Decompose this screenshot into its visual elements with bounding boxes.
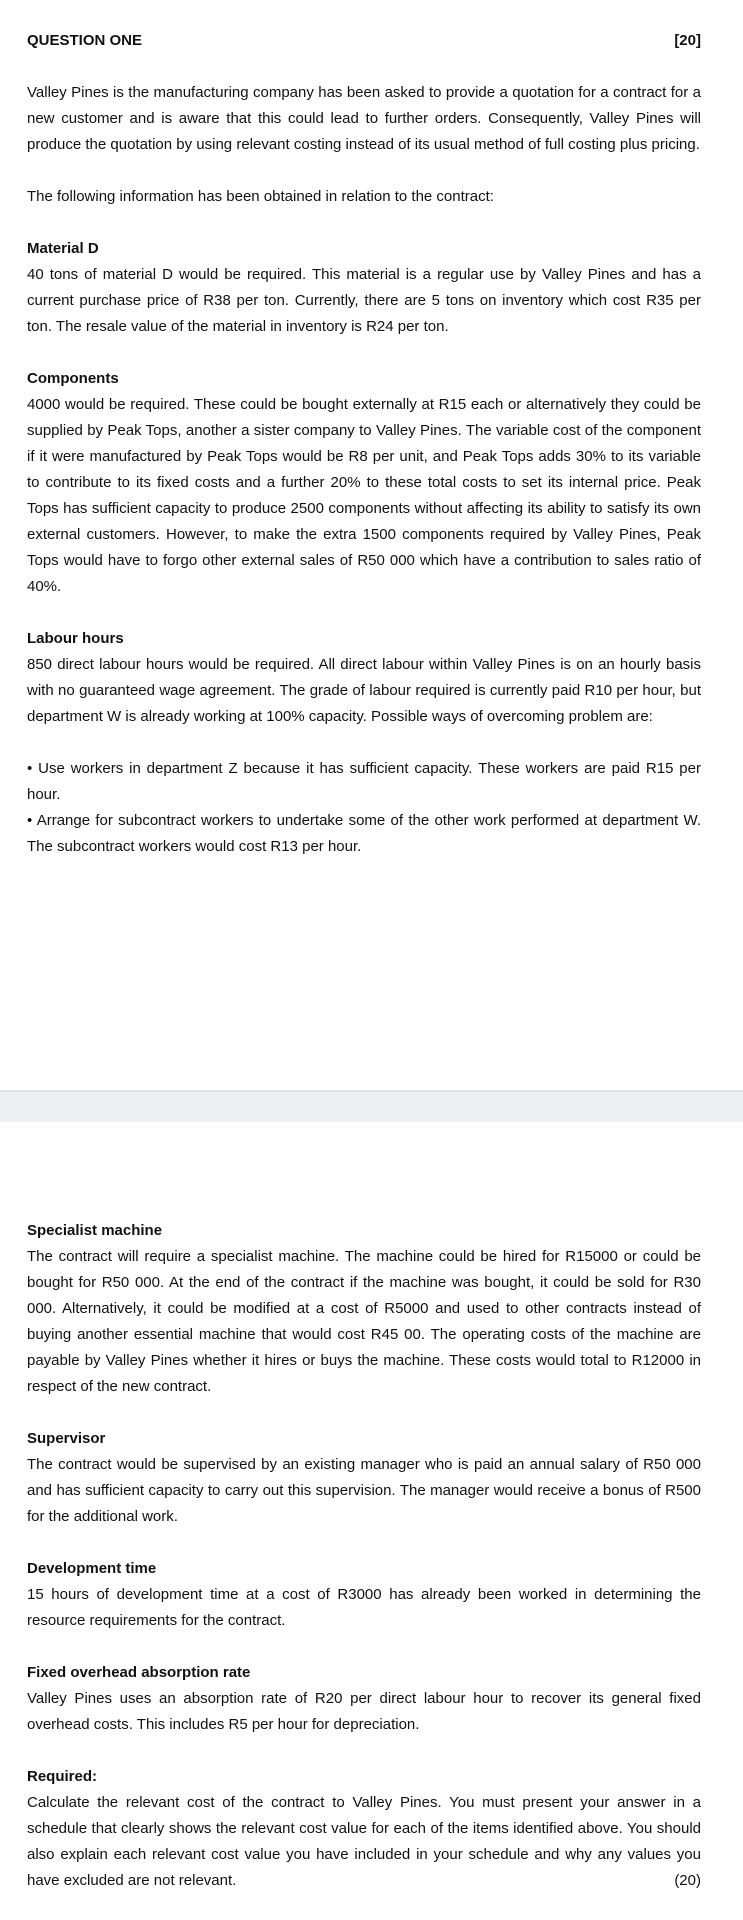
- labour-body: 850 direct labour hours would be required. All direct labour within Valley Pines is on an hourly basis with no guaranteed wage agreement. The grade of labour required is currently paid R10 per hour, but department W is already working at 100% capacity. Possible ways of overcoming problem are:: [27, 656, 701, 725]
- supervisor-body: The contract would be supervised by an existing manager who is paid an annual salary of R50 000 and has sufficient capacity to carry out this supervision. The manager would receive a bonus of R500 for the additional work.: [27, 1456, 701, 1525]
- development-title: Development time: [27, 1560, 157, 1577]
- required-title: Required:: [27, 1768, 98, 1785]
- required-block: [27, 1790, 701, 1894]
- material-d-body: 40 tons of material D would be required. This material is a regular use by Valley Pines and has a current purchase price of R38 per ton. Currently, there are 5 tons on inventory which cost R35 per ton. The resale value of the material in inventory is R24 per ton.: [27, 266, 701, 335]
- labour-bullet-2: • Arrange for subcontract workers to undertake some of the other work performed at department W. The subcontract workers would cost R13 per hour.: [27, 812, 701, 855]
- required-marks: (20): [674, 1872, 701, 1889]
- info-line: The following information has been obtained in relation to the contract:: [27, 188, 494, 205]
- page-2-content: [27, 1218, 701, 1894]
- development-body: 15 hours of development time at a cost of R3000 has already been worked in determining the resource requirements for the contract.: [27, 1586, 701, 1629]
- machine-body: The contract will require a specialist machine. The machine could be hired for R15000 or could be bought for R50 000. At the end of the contract if the machine was bought, it could be sold for R30 000. Alternatively, it could be modified at a cost of R5000 and used to other contracts instead of buying another essential machine that would cost R45 00. The operating costs of the machine are payable by Valley Pines whether it hires or buys the machine. These costs would total to R12000 in respect of the new contract.: [27, 1248, 701, 1395]
- components-body: 4000 would be required. These could be bought externally at R15 each or alternatively they could be supplied by Peak Tops, another a sister company to Valley Pines. The variable cost of the component if it were manufactured by Peak Tops would be R8 per unit, and Peak Tops adds 30% to its variable to contribute to its fixed costs and a further 20% to these total costs to set its internal price. Peak Tops has sufficient capacity to produce 2500 components without affecting its ability to satisfy its own external customers. However, to make the extra 1500 components required by Valley Pines, Peak Tops would have to forgo other external sales of R50 000 which have a contribution to sales ratio of 40%.: [27, 396, 701, 595]
- intro-paragraph: Valley Pines is the manufacturing company has been asked to provide a quotation for a contract for a new customer and is aware that this could lead to further orders. Consequently, Valley Pines will produce the quotation by using relevant costing instead of its usual method of full costing plus pricing.: [27, 84, 701, 153]
- labour-title: Labour hours: [27, 630, 124, 647]
- page-separator: [0, 1090, 743, 1124]
- supervisor-title: Supervisor: [27, 1430, 106, 1447]
- machine-title: Specialist machine: [27, 1222, 163, 1239]
- labour-bullet-1: • Use workers in department Z because it has sufficient capacity. These workers are paid R15 per hour.: [27, 760, 701, 803]
- question-marks: [20]: [674, 32, 701, 49]
- components-title: Components: [27, 370, 119, 387]
- required-body: Calculate the relevant cost of the contract to Valley Pines. You must present your answer in a schedule that clearly shows the relevant cost value for each of the items identified above. You should also explain each relevant cost value you have included in your schedule and why any values you have excluded are not relevant.: [27, 1794, 701, 1889]
- question-title: QUESTION ONE: [27, 32, 143, 49]
- question-heading: [27, 28, 701, 54]
- page-1-content: [27, 28, 701, 860]
- overhead-body: Valley Pines uses an absorption rate of R20 per direct labour hour to recover its general fixed overhead costs. This includes R5 per hour for depreciation.: [27, 1690, 701, 1733]
- document-page-2: [0, 1122, 743, 1920]
- material-d-title: Material D: [27, 240, 99, 257]
- overhead-title: Fixed overhead absorption rate: [27, 1664, 251, 1681]
